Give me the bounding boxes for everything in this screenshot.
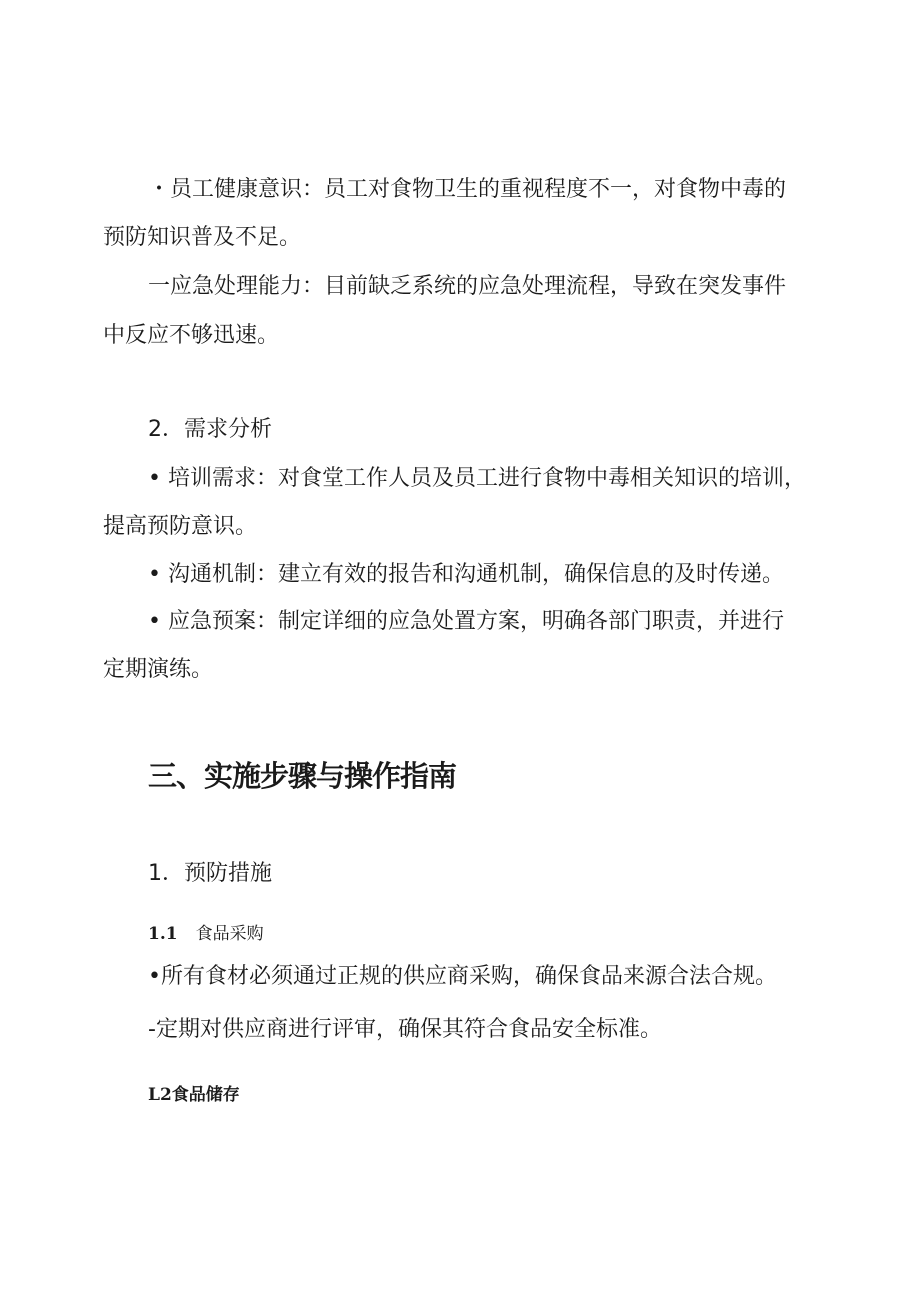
list-item-emergency-plan-line1: • 应急预案：制定详细的应急处置方案，明确各部门职责，并进行 (148, 609, 784, 634)
subsection-title-food-purchasing (148, 922, 264, 946)
list-item-training-line2: 提高预防意识。 (103, 514, 258, 539)
section-title-prevention: 1．预防措施 (148, 861, 272, 886)
paragraph-employee-awareness-line1: ・员工健康意识：员工对食物卫生的重视程度不一，对食物中毒的 (148, 177, 787, 202)
chapter-title-implementation: 三、实施步骤与操作指南 (148, 759, 457, 793)
list-item-supplier-review: -定期对供应商进行评审，确保其符合食品安全标准。 (148, 1017, 662, 1042)
paragraph-emergency-capacity-line2: 中反应不够迅速。 (103, 323, 280, 348)
subsection-number: 1.1 (148, 924, 178, 944)
subsection-label: 食品采购 (195, 924, 264, 944)
list-item-suppliers: •所有食材必须通过正规的供应商采购，确保食品来源合法合规。 (148, 964, 777, 989)
list-item-training-line1: • 培训需求：对食堂工作人员及员工进行食物中毒相关知识的培训， (148, 466, 806, 491)
subsection-title-food-storage: L2食品储存 (148, 1085, 240, 1105)
paragraph-employee-awareness-line2: 预防知识普及不足。 (103, 225, 302, 250)
paragraph-emergency-capacity-line1: 一应急处理能力：目前缺乏系统的应急处理流程，导致在突发事件 (148, 274, 787, 299)
section-title-needs-analysis: 2．需求分析 (148, 417, 272, 442)
list-item-emergency-plan-line2: 定期演练。 (103, 657, 214, 682)
list-item-communication: • 沟通机制：建立有效的报告和沟通机制，确保信息的及时传递。 (148, 562, 784, 587)
